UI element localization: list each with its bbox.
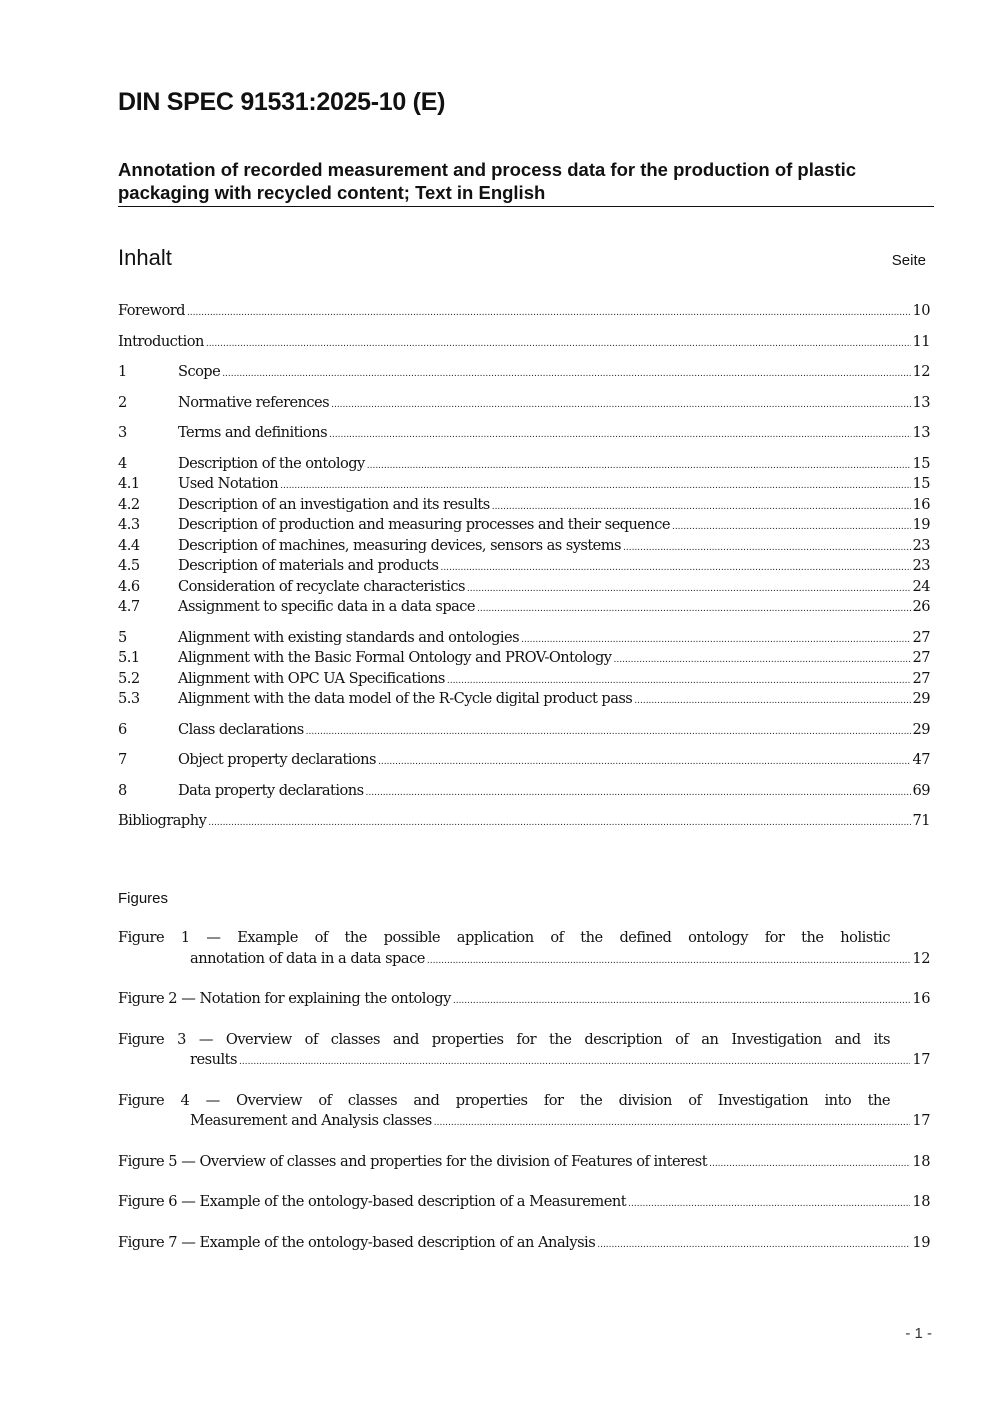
- toc-entry-number: 8: [118, 781, 127, 799]
- toc-entry[interactable]: [118, 811, 930, 832]
- figure-entry-line: [118, 989, 930, 1010]
- figure-entry-line: [118, 1111, 930, 1132]
- toc-entry[interactable]: [118, 393, 930, 414]
- toc-heading: Inhalt: [118, 245, 172, 270]
- toc-entry[interactable]: [118, 750, 930, 771]
- dot-leader: [187, 303, 911, 324]
- dot-leader: [366, 783, 911, 804]
- toc-entry[interactable]: [118, 301, 930, 322]
- dot-leader: [329, 425, 910, 446]
- toc-entry-page: 27: [912, 649, 930, 666]
- toc-entry-label: Description of the ontology: [178, 454, 365, 472]
- toc-header: [118, 245, 926, 271]
- dot-leader: [623, 538, 911, 559]
- toc-entry[interactable]: [118, 362, 930, 383]
- toc-entry-label: Alignment with existing standards and ontologies: [178, 628, 520, 646]
- figure-entry[interactable]: [118, 1030, 930, 1071]
- toc-entry-page: 23: [912, 536, 930, 554]
- figure-entry-line: [118, 1192, 930, 1213]
- toc-entry-number: 5: [118, 628, 127, 646]
- dot-leader: [628, 1194, 910, 1215]
- toc-entry[interactable]: [118, 669, 930, 690]
- figures-heading: Figures: [118, 890, 169, 907]
- toc-entry-label: Description of machines, measuring devices, sensors as systems: [178, 536, 621, 554]
- dot-leader: [331, 395, 910, 416]
- toc-entry-number: 4.6: [118, 577, 140, 595]
- toc-entry-label: Alignment with the Basic Formal Ontology and PROV-Ontology: [178, 649, 612, 666]
- dot-leader: [222, 364, 910, 385]
- toc-entry-label: Assignment to specific data in a data space: [178, 598, 476, 615]
- toc-entry-page: 13: [912, 393, 930, 411]
- toc-entry-number: 4.4: [118, 536, 140, 554]
- figure-entry-label: results: [190, 1051, 238, 1068]
- figure-entry[interactable]: [118, 989, 930, 1010]
- figure-entry-line: [118, 949, 930, 970]
- dot-leader: [427, 951, 911, 972]
- toc-entry[interactable]: [118, 720, 930, 741]
- toc-entry-number: 2: [118, 393, 127, 411]
- toc-entry[interactable]: [118, 781, 930, 802]
- toc-entry-number: 4.5: [118, 557, 140, 574]
- toc-entry-label: Scope: [178, 363, 221, 380]
- toc-entry[interactable]: [118, 648, 930, 669]
- toc-entry-label: Alignment with the data model of the R-Cycle digital product pass: [178, 690, 633, 707]
- toc-entry-number: 5.3: [118, 690, 140, 707]
- toc-entry-label: Bibliography: [118, 812, 207, 829]
- figure-entry-label: Figure 2 — Notation for explaining the ontology: [118, 990, 451, 1007]
- page-number: - 1 -: [905, 1325, 932, 1342]
- dot-leader: [367, 456, 911, 477]
- dot-leader: [440, 558, 910, 579]
- figure-entry-page: 18: [912, 1193, 930, 1210]
- toc-entry[interactable]: [118, 536, 930, 557]
- figure-entry-page: 17: [912, 1112, 930, 1129]
- dot-leader: [521, 630, 910, 651]
- toc-entry-page: 16: [912, 495, 930, 513]
- toc-entry-page: 10: [912, 302, 930, 319]
- figure-entry-label: Measurement and Analysis classes: [190, 1112, 432, 1129]
- document-title: DIN SPEC 91531:2025-10 (E): [118, 88, 446, 116]
- toc-entry-number: 4.3: [118, 516, 140, 533]
- dot-leader: [239, 1052, 910, 1073]
- toc-entry-page: 11: [912, 332, 930, 350]
- toc-entry-number: 1: [118, 363, 127, 380]
- figure-entry-page: 12: [912, 949, 930, 967]
- dot-leader: [477, 599, 911, 620]
- toc-entry-page: 29: [912, 690, 930, 707]
- toc-entry[interactable]: [118, 495, 930, 516]
- figure-entry-label: Figure 6 — Example of the ontology-based description of a Measurement: [118, 1193, 627, 1210]
- toc-entry[interactable]: [118, 423, 930, 444]
- dot-leader: [672, 517, 911, 538]
- toc-entry[interactable]: [118, 332, 930, 353]
- toc-entry[interactable]: [118, 515, 930, 536]
- dot-leader: [453, 991, 911, 1012]
- figure-entry[interactable]: [118, 1091, 930, 1132]
- toc-entry-page: 23: [912, 557, 930, 574]
- table-of-contents: [118, 301, 930, 832]
- toc-entry-page: 24: [912, 577, 930, 595]
- toc-entry-label: Object property declarations: [178, 751, 376, 768]
- figure-entry-label: annotation of data in a data space: [190, 949, 425, 967]
- figure-entry[interactable]: [118, 928, 930, 969]
- toc-entry-page: 27: [912, 628, 930, 646]
- dot-leader: [306, 722, 911, 743]
- toc-entry-page: 15: [912, 454, 930, 472]
- toc-entry-number: 6: [118, 720, 127, 738]
- figure-entry-label: Figure 7 — Example of the ontology-based description of an Analysis: [118, 1233, 596, 1251]
- toc-entry-number: 7: [118, 751, 127, 768]
- dot-leader: [208, 813, 910, 834]
- toc-entry-page: 27: [912, 669, 930, 687]
- toc-entry-label: Data property declarations: [178, 781, 364, 799]
- figure-entry-label-line1: Figure 4 — Overview of classes and properties for the division of Investigation into the: [118, 1091, 890, 1109]
- figure-entry[interactable]: [118, 1233, 930, 1254]
- toc-entry-number: 5.2: [118, 669, 140, 687]
- toc-entry-page: 26: [912, 598, 930, 615]
- toc-entry-label: Introduction: [118, 332, 204, 350]
- toc-entry-label: Class declarations: [178, 720, 304, 738]
- toc-entry-label: Consideration of recyclate characteristics: [178, 577, 465, 595]
- toc-page-heading: Seite: [891, 252, 926, 269]
- toc-entry[interactable]: [118, 597, 930, 618]
- figure-entry-label-line1: Figure 3 — Overview of classes and properties for the description of an Investigation and its: [118, 1030, 890, 1048]
- figure-entry-page: 17: [912, 1051, 930, 1068]
- dot-leader: [614, 650, 911, 671]
- toc-entry-number: 3: [118, 424, 127, 441]
- toc-entry-label: Terms and definitions: [178, 424, 328, 441]
- toc-entry[interactable]: [118, 474, 930, 495]
- toc-entry-label: Description of production and measuring processes and their sequence: [178, 516, 670, 533]
- toc-entry-page: 19: [912, 516, 930, 533]
- figure-entry-line: [118, 1152, 930, 1173]
- figure-entry[interactable]: [118, 1192, 930, 1213]
- dot-leader: [492, 497, 911, 518]
- figure-entry-label-line1: Figure 1 — Example of the possible application of the defined ontology for the holistic: [118, 929, 890, 946]
- figure-entry-line: [118, 1233, 930, 1254]
- toc-entry-page: 12: [912, 363, 930, 380]
- dot-leader: [434, 1113, 911, 1134]
- toc-entry-number: 4.7: [118, 598, 140, 615]
- toc-entry-page: 29: [912, 720, 930, 738]
- toc-entry-number: 4: [118, 454, 127, 472]
- list-of-figures: [118, 928, 930, 1273]
- toc-entry-label: Alignment with OPC UA Specifications: [178, 669, 445, 687]
- toc-entry-label: Used Notation: [178, 475, 279, 492]
- toc-entry-page: 47: [912, 751, 930, 768]
- toc-entry[interactable]: [118, 689, 930, 710]
- dot-leader: [447, 671, 911, 692]
- figure-entry[interactable]: [118, 1152, 930, 1173]
- dot-leader: [709, 1154, 910, 1175]
- document-subtitle: Annotation of recorded measurement and process data for the production of plastic packaging with recycled content; Text in English: [118, 158, 934, 207]
- toc-entry-page: 15: [912, 475, 930, 492]
- toc-entry-page: 13: [912, 424, 930, 441]
- dot-leader: [206, 334, 911, 355]
- dot-leader: [467, 579, 911, 600]
- dot-leader: [378, 752, 911, 773]
- toc-entry[interactable]: [118, 628, 930, 649]
- figure-entry-page: 16: [912, 990, 930, 1007]
- toc-entry-number: 4.2: [118, 495, 140, 513]
- toc-entry-label: Normative references: [178, 393, 330, 411]
- figure-entry-page: 19: [912, 1233, 930, 1251]
- toc-entry[interactable]: [118, 454, 930, 475]
- dot-leader: [597, 1235, 910, 1256]
- toc-entry-page: 71: [912, 812, 930, 829]
- toc-entry-label: Description of an investigation and its results: [178, 495, 490, 513]
- figure-entry-page: 18: [912, 1152, 930, 1170]
- toc-entry-page: 69: [912, 781, 930, 799]
- dot-leader: [280, 476, 910, 497]
- figure-entry-label: Figure 5 — Overview of classes and properties for the division of Features of interest: [118, 1152, 708, 1170]
- toc-entry-number: 4.1: [118, 475, 140, 492]
- toc-entry[interactable]: [118, 556, 930, 577]
- dot-leader: [634, 691, 910, 712]
- toc-entry[interactable]: [118, 577, 930, 598]
- toc-entry-label: Foreword: [118, 302, 185, 319]
- figure-entry-line: [118, 1050, 930, 1071]
- toc-entry-number: 5.1: [118, 649, 140, 666]
- toc-entry-label: Description of materials and products: [178, 557, 439, 574]
